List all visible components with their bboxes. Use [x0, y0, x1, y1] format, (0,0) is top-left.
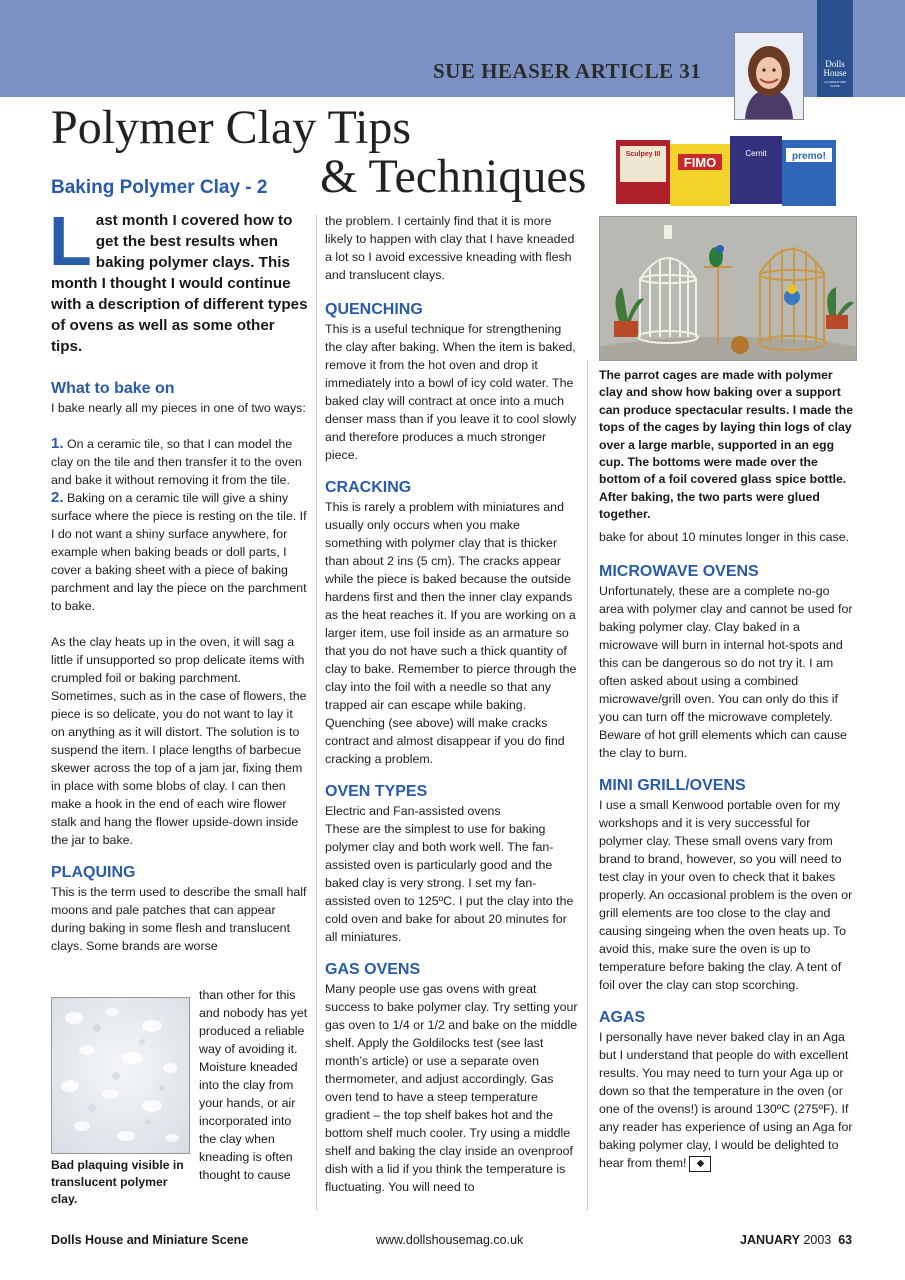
magazine-logo-tab [817, 0, 853, 97]
wrapped-paragraph: than other for this and nobody has yet produced a reliable way of avoiding it. Moisture kneaded into the clay from your hands, or air incorporated into the clay when kneading is often thought to cause [199, 988, 308, 1182]
heading-agas: AGAS [599, 1009, 646, 1026]
plaquing-caption: Bad plaquing visible in translucent polymer clay. [51, 1158, 184, 1206]
column-3 [599, 528, 857, 1172]
title-line-2: & Techniques [320, 150, 587, 203]
author-portrait [734, 32, 804, 120]
drop-cap: L [49, 202, 92, 280]
paragraph: Electric and Fan-assisted ovens [325, 804, 501, 818]
product-box-premo: premo! [792, 151, 826, 162]
heading-plaquing: PLAQUING [51, 864, 136, 881]
intro-text: ast month I covered how to get the best results when baking polymer clays. This month I thought I would continue with a description of different types of ovens as well as some other tips. [51, 212, 308, 355]
item-text: Baking on a ceramic tile will give a shiny surface where the piece is resting on the tile. If I do not want a shiny surface anywhere, for example when baking beads or doll parts, I cover a baking sheet with a piece of baking parchment and lay the piece on the parchment to bake. [51, 491, 307, 613]
column-2 [325, 212, 579, 1196]
product-box-fimo: FIMO [683, 155, 717, 170]
column-1 [49, 202, 309, 955]
title-line-1: Polymer Clay Tips [51, 101, 412, 154]
footer-issue-date-page [740, 1233, 852, 1247]
footer-month: JANUARY [740, 1233, 800, 1247]
paragraph: I use a small Kenwood portable oven for my workshops and it is very successful for polymer clay. These small ovens vary from brand to brand, however, so you will need to test clay in your oven to check that it bakes properly. An occasional problem is the oven or grill elements are too close to the clay and causing singeing when the oven heats up. To avoid this, make sure the oven is up to temperature before baking the clay. A tent of foil over the clay can stop scorching. [599, 798, 853, 992]
page-number: 63 [838, 1233, 853, 1247]
column-divider [587, 360, 588, 1210]
heading-mini-grill-ovens: MINI GRILL/OVENS [599, 777, 746, 794]
end-of-article-icon: ◆ [689, 1156, 711, 1172]
numbered-item-1 [51, 435, 309, 489]
subtitle: Baking Polymer Clay - 2 [51, 177, 268, 198]
heading-what-to-bake-on: What to bake on [51, 380, 175, 397]
paragraph: This is rarely a problem with miniatures and usually only occurs when you make something with polymer clay that is thicker than about 2 ins (5 cm). The cracks appear while the piece is baked because the outside hardens first and then the inner clay expands as the heat reaches it. If you are working on a larger item, use foil inside as an armature so that you do not have such a thick quantity of clay to bake. Remember to pierce through the clay into the foil with a needle so that any trapped air can escape while baking. Quenching (see above) will make cracks contract and almost disappear if you do find cracking a problem. [325, 500, 577, 766]
footer-website: www.dollshousemag.co.uk [376, 1233, 524, 1247]
paragraph: This is the term used to describe the small half moons and pale patches that can appear during baking in some flesh and translucent clays. Some brands are worse [51, 885, 307, 953]
paragraph: bake for about 10 minutes longer in this case. [599, 530, 850, 544]
logo-line-1: Dolls [825, 59, 845, 69]
parrot-cages-caption: The parrot cages are made with polymer clay and show how baking over a support can produce spectacular results. I made the tops of the cages by laying thin logs of clay over a large marble, supported in an egg cup. The bottoms were made over the bottom of a foil covered glass spice bottle. After baking, the two parts were glued together. [599, 368, 853, 522]
heading-gas-ovens: GAS OVENS [325, 961, 421, 978]
intro-paragraph [49, 202, 309, 357]
numbered-item-2 [51, 489, 309, 615]
column-divider [316, 215, 317, 1210]
paragraph: These are the simplest to use for baking polymer clay and both work well. The fan-assisted oven is particularly good and the baked clay is very strong. I set my fan-assisted oven to 125ºC. I put the clay into the cold oven and bake for about 20 minutes for all miniatures. [325, 822, 574, 944]
parrot-cages-photo [599, 216, 857, 361]
paragraph: As the clay heats up in the oven, it will sag a little if unsupported so prop delicate items with crumpled foil or baking parchment. Sometimes, such as in the case of flowers, the piece is so delicate, you do not want to lay it on anything as it will distort. The solution is to suspend the item. I place lengths of barbecue skewer across the top of a jam jar, fixing them in place with some blobs of clay. I can then make a hook in the end of each wire flower stalk and hang the flower upside-down inside the jar to bake. [51, 635, 307, 847]
heading-cracking: CRACKING [325, 479, 412, 496]
paragraph-final [599, 1028, 857, 1172]
heading-microwave-ovens: MICROWAVE OVENS [599, 563, 759, 580]
magazine-logo [820, 60, 850, 88]
footer-year: 2003 [803, 1233, 832, 1247]
product-box-sculpey: Sculpey III [625, 151, 661, 158]
item-number: 1. [51, 435, 64, 452]
product-box-cernit: Cernit [745, 149, 767, 158]
paragraph: Unfortunately, these are a complete no-go area with polymer clay and cannot be used for baking polymer clay. Clay baked in a microwave will burn in internal hot-spots and this can be dangerous so do not try it. I am often asked about using a combined microwave/grill oven. You can only do this if you can turn off the microwave completely. Beware of hot grill elements which can cause the clay to burn. [599, 584, 853, 760]
logo-line-2: House [823, 68, 847, 78]
paragraph: the problem. I certainly find that it is more likely to happen with clay that I have kneaded a lot so I avoid excessive kneading with flesh and translucent clays. [325, 214, 575, 282]
footer-magazine-name: Dolls House and Miniature Scene [51, 1233, 249, 1247]
heading-quenching: QUENCHING [325, 301, 423, 318]
item-number: 2. [51, 489, 64, 506]
article-tag: SUE HEASER ARTICLE 31 [433, 59, 702, 83]
item-text: On a ceramic tile, so that I can model the clay on the tile and then transfer it to the oven and bake it without removing it from the tile. [51, 437, 302, 487]
plaquing-photo [51, 997, 190, 1154]
logo-small-text: and MINIATURE SCENE [824, 80, 846, 88]
paragraph: Many people use gas ovens with great success to bake polymer clay. Try setting your gas oven to 1/4 or 1/2 and bake on the middle shelf. Apply the Goldilocks test (see last month’s article) or use a separate oven thermometer, and adjust accordingly. Gas oven tend to have a steep temperature gradient – the top shelf bakes hot and the bottom shelf much cooler. Try using a middle shelf and baking the clay inside an ovenproof dish with a lid if you think the temperature is fluctuating. You will need to [325, 982, 578, 1194]
heading-oven-types: OVEN TYPES [325, 783, 428, 800]
paragraph: This is a useful technique for strengthening the clay after baking. When the item is baked, remove it from the hot oven and drop it immediately into a bowl of icy cold water. The baked clay will contract at once into a much denser mass than if you leave it to cool slowly and therefore produces a much stronger piece. [325, 322, 577, 462]
clay-products-image [614, 134, 840, 210]
paragraph-text: I personally have never baked clay in an Aga but I understand that people do with excellent results. You may need to turn your Aga up or down so that the temperature in the oven (or one of the ovens!) is around 130ºC (275ºF). If any reader has experience of using an Aga for baking polymer clay, I would be delighted to hear from them! [599, 1030, 853, 1170]
paragraph: I bake nearly all my pieces in one of two ways: [51, 401, 306, 415]
